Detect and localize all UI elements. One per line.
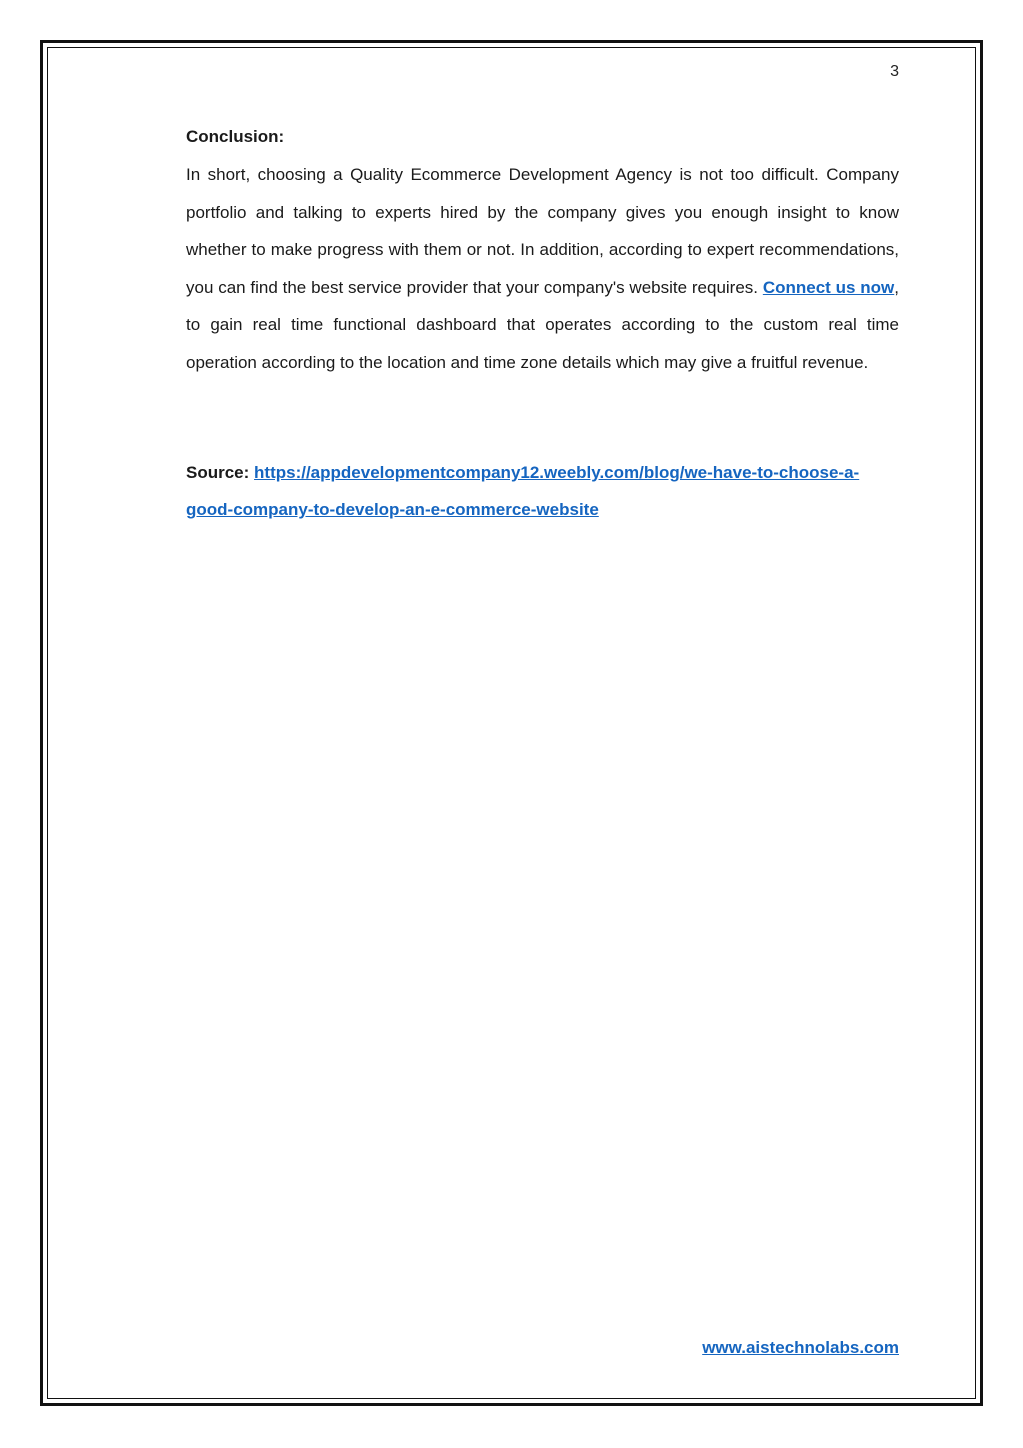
- source-line: [186, 454, 899, 529]
- document-body: [186, 124, 899, 529]
- page-number: 3: [890, 63, 899, 80]
- conclusion-paragraph: [186, 156, 899, 382]
- conclusion-text-after: , to gain real time functional dashboard that operates according to the custom real time operation according to the location and time zone details which may give a fruitful revenue.: [186, 277, 899, 372]
- footer-website-link[interactable]: www.aistechnolabs.com: [702, 1338, 899, 1357]
- conclusion-heading: Conclusion:: [186, 127, 285, 146]
- source-url-link[interactable]: https://appdevelopmentcompany12.weebly.com/blog/we-have-to-choose-a-good-company-to-develop-an-e-commerce-website: [186, 462, 860, 520]
- connect-us-link[interactable]: Connect us now: [762, 277, 895, 297]
- source-label: Source:: [186, 462, 250, 482]
- conclusion-text-before: In short, choosing a Quality Ecommerce Development Agency is not too difficult. Company portfolio and talking to experts hired by the company gives you enough insight to know whether to make progress with them or not. In addition, according to expert recommendations, you can find the best service provider that your company's website requires.: [186, 165, 899, 297]
